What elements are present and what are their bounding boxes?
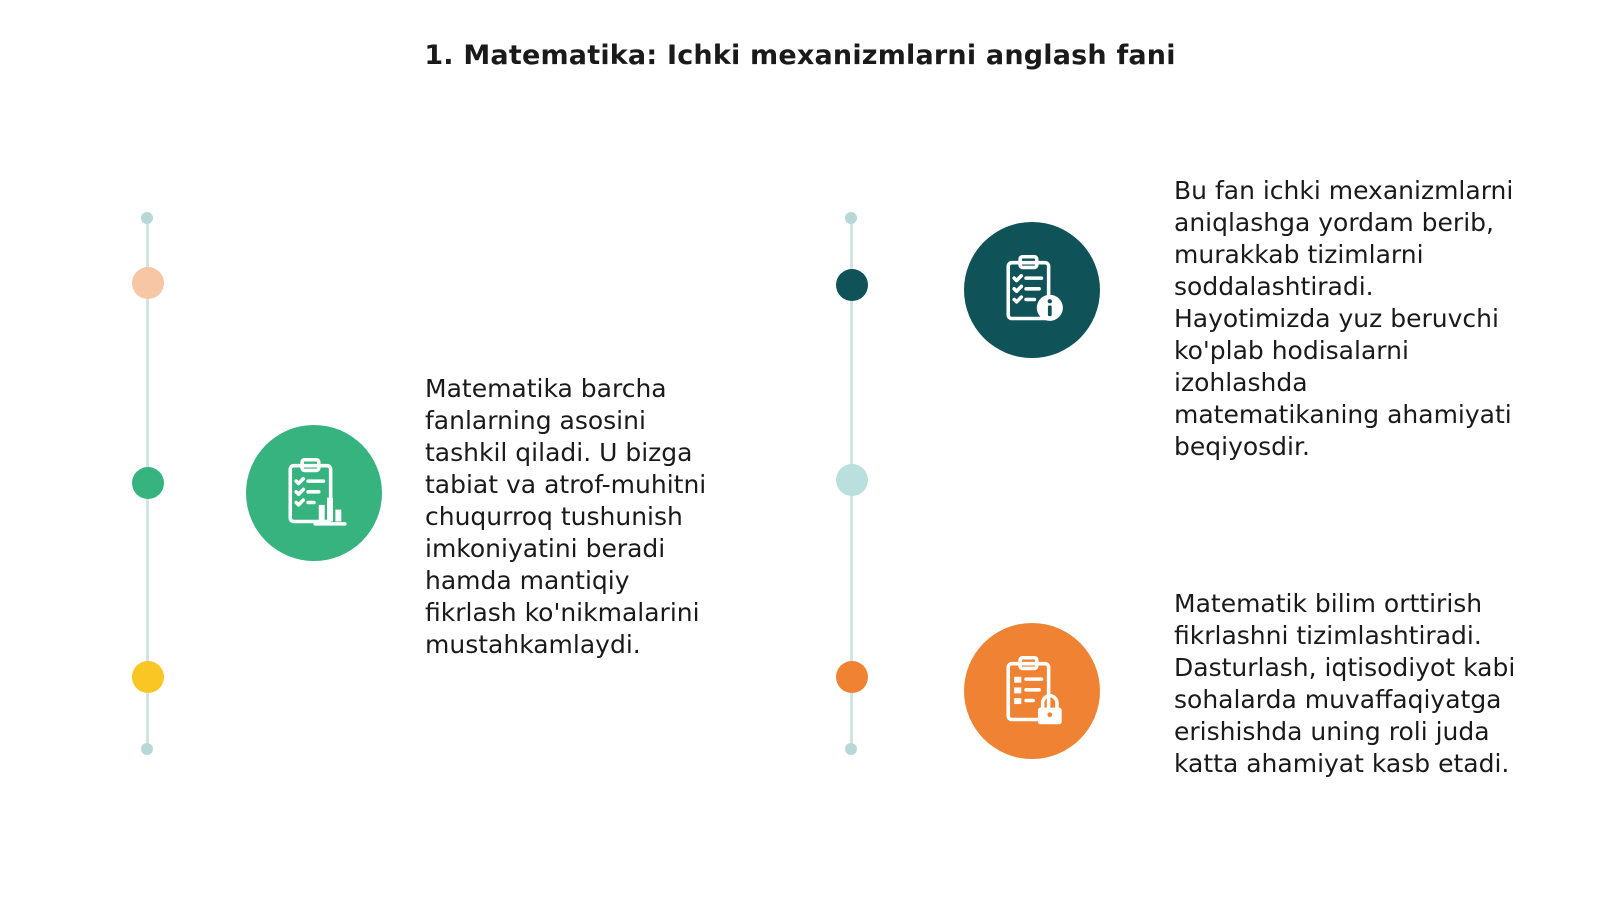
left-timeline-end-dot: [141, 743, 153, 755]
left-timeline-dot-yellow: [132, 661, 164, 693]
right-timeline-dot-dark-teal: [836, 269, 868, 301]
item-1-description: Matematika barcha fanlarning asosini tashkil qiladi. U bizga tabiat va atrof-muhitni chuqurroq tushunish imkoniyatini beradi hamda mantiqiy fikrlash ko'nikmalarini mustahkamlaydi.: [425, 374, 707, 659]
right-timeline-end-dot: [845, 743, 857, 755]
item-2-description: Bu fan ichki mexanizmlarni aniqlashga yordam berib, murakkab tizimlarni soddalashtiradi. Hayotimizda yuz beruvchi ko'plab hodisalarni izohlashda matematikaning ahamiyati beqiyosdir.: [1174, 176, 1514, 461]
item-3-description: Matematik bilim orttirish fikrlashni tizimlashtiradi. Dasturlash, iqtisodiyot kabi sohalarda muvaffaqiyatga erishishda uning roli juda katta ahamiyat kasb etadi.: [1174, 589, 1516, 778]
right-timeline-start-dot: [845, 212, 857, 224]
left-timeline-dot-peach: [132, 267, 164, 299]
page-title: 1. Matematika: Ichki mexanizmlarni anglash fani: [424, 40, 1176, 71]
right-timeline-dot-orange: [836, 661, 868, 693]
clipboard-info-icon: [964, 222, 1100, 358]
clipboard-lock-icon: [964, 623, 1100, 759]
right-timeline-dot-light-teal: [836, 464, 868, 496]
left-timeline-start-dot: [141, 212, 153, 224]
left-timeline-dot-green: [132, 467, 164, 499]
clipboard-chart-icon: [246, 425, 382, 561]
